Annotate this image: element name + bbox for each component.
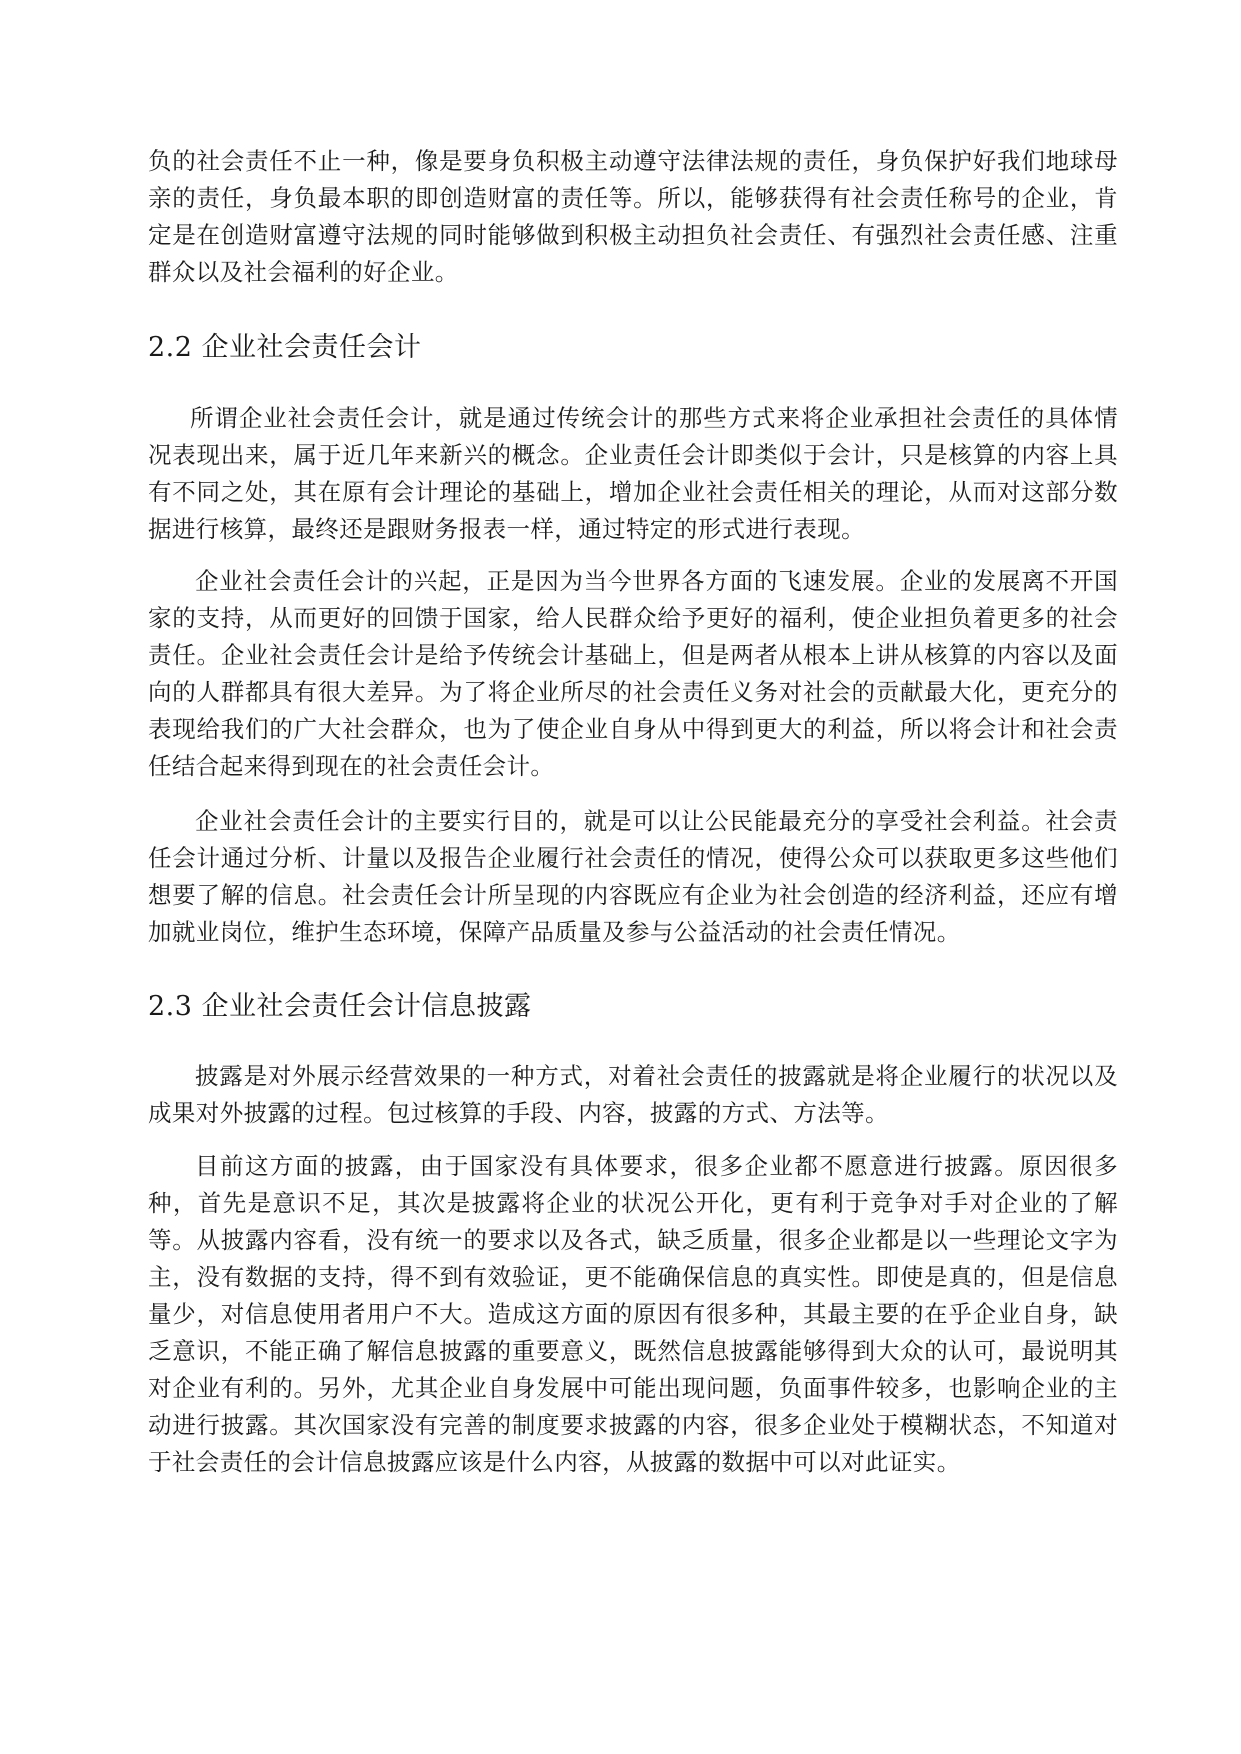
continuation-paragraph: 负的社会责任不止一种，像是要身负积极主动遵守法律法规的责任，身负保护好我们地球母亲的责任，身负最本职的即创造财富的责任等。所以，能够获得有社会责任称号的企业，肯定是在创造财富遵守法规的同时能够做到积极主动担负社会责任、有强烈社会责任感、注重群众以及社会福利的好企业。 (148, 147, 1118, 286)
paragraph-2-2-1: 所谓企业社会责任会计，就是通过传统会计的那些方式来将企业承担社会责任的具体情况表现出来，属于近几年来新兴的概念。企业责任会计即类似于会计，只是核算的内容上具有不同之处，其在原有会计理论的基础上，增加企业社会责任相关的理论，从而对这部分数据进行核算，最终还是跟财务报表一样，通过特定的形式进行表现。 (148, 404, 1118, 543)
section-heading-2-3: 2.3 企业社会责任会计信息披露 (148, 991, 532, 1022)
section-heading-2-2: 2.2 企业社会责任会计 (148, 332, 422, 363)
paragraph-2-3-2: 目前这方面的披露，由于国家没有具体要求，很多企业都不愿意进行披露。原因很多种，首先是意识不足，其次是披露将企业的状况公开化，更有利于竞争对手对企业的了解等。从披露内容看，没有统一的要求以及各式，缺乏质量，很多企业都是以一些理论文字为主，没有数据的支持，得不到有效验证，更不能确保信息的真实性。即使是真的，但是信息量少，对信息使用者用户不大。造成这方面的原因有很多种，其最主要的在乎企业自身，缺乏意识，不能正确了解信息披露的重要意义，既然信息披露能够得到大众的认可，最说明其对企业有利的。另外，尤其企业自身发展中可能出现问题，负面事件较多，也影响企业的主动进行披露。其次国家没有完善的制度要求披露的内容，很多企业处于模糊状态，不知道对于社会责任的会计信息披露应该是什么内容，从披露的数据中可以对此证实。 (148, 1152, 1118, 1476)
paragraph-2-2-2: 企业社会责任会计的兴起，正是因为当今世界各方面的飞速发展。企业的发展离不开国家的支持，从而更好的回馈于国家，给人民群众给予更好的福利，使企业担负着更多的社会责任。企业社会责任会计是给予传统会计基础上，但是两者从根本上讲从核算的内容以及面向的人群都具有很大差异。为了将企业所尽的社会责任义务对社会的贡献最大化，更充分的表现给我们的广大社会群众，也为了使企业自身从中得到更大的利益，所以将会计和社会责任结合起来得到现在的社会责任会计。 (148, 567, 1118, 780)
paragraph-2-3-1: 披露是对外展示经营效果的一种方式，对着社会责任的披露就是将企业履行的状况以及成果对外披露的过程。包过核算的手段、内容，披露的方式、方法等。 (148, 1062, 1118, 1127)
paragraph-2-2-3: 企业社会责任会计的主要实行目的，就是可以让公民能最充分的享受社会利益。社会责任会计通过分析、计量以及报告企业履行社会责任的情况，使得公众可以获取更多这些他们想要了解的信息。社会责任会计所呈现的内容既应有企业为社会创造的经济利益，还应有增加就业岗位，维护生态环境，保障产品质量及参与公益活动的社会责任情况。 (148, 807, 1118, 946)
